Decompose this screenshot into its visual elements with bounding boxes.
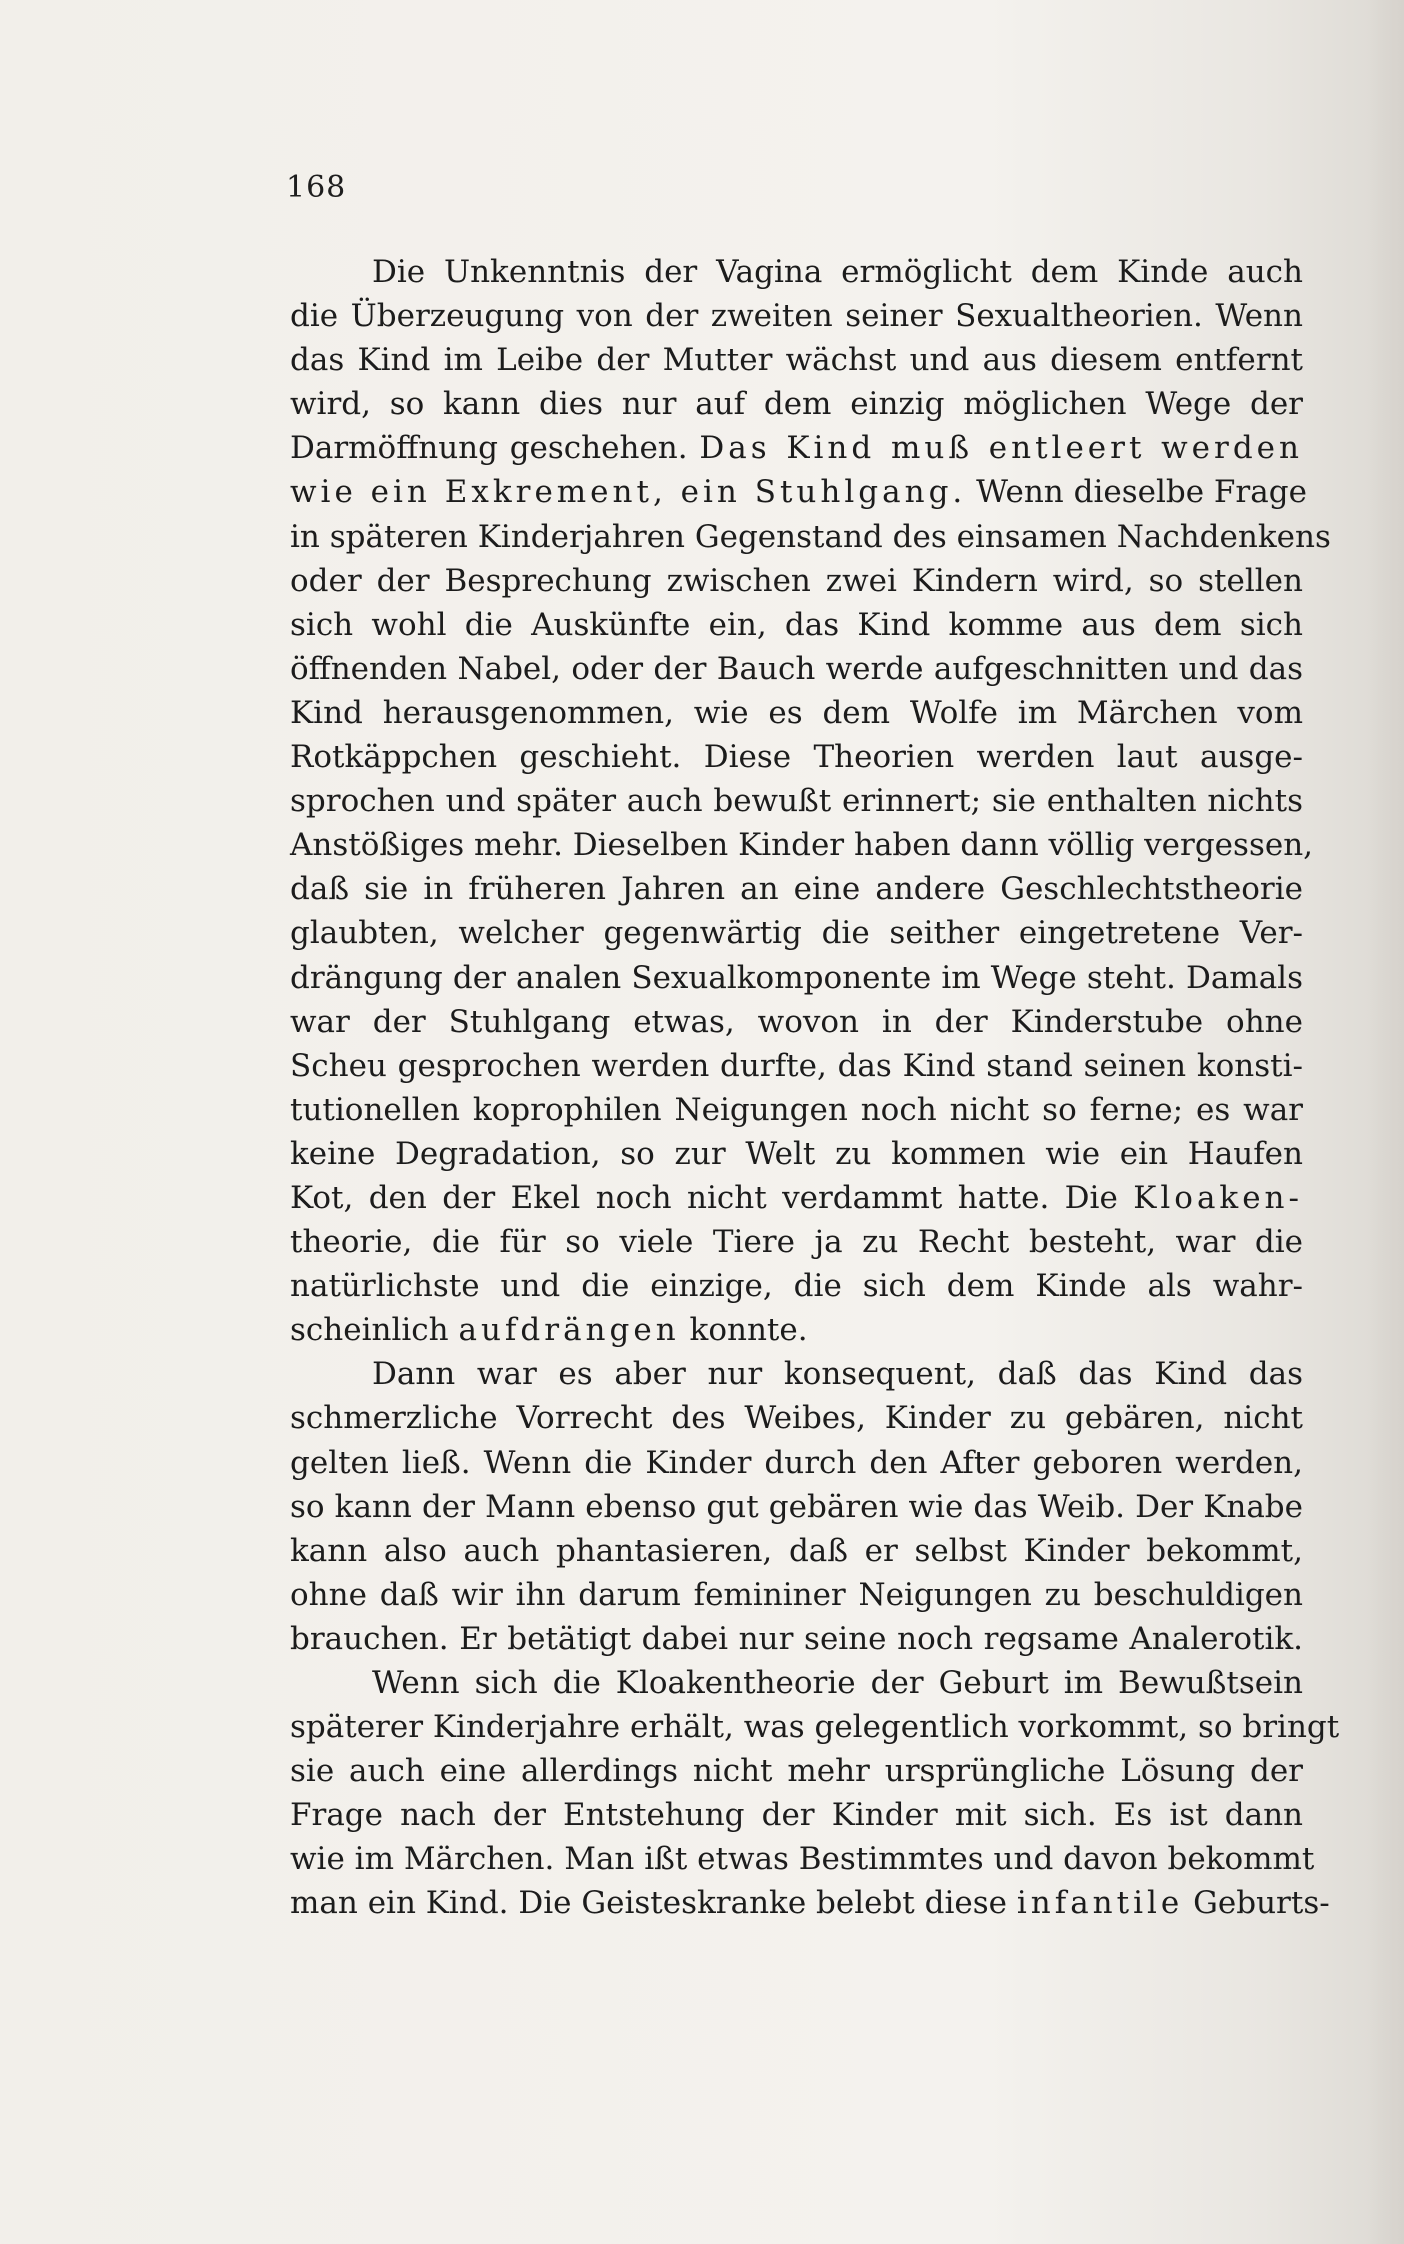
- emphasis-spaced: wie ein Exkrement, ein Stuhlgang.: [290, 474, 967, 511]
- emphasis-spaced: aufdrängen: [458, 1312, 680, 1349]
- text-line: war der Stuhlgang etwas, wovon in der Kinderstube ohne: [290, 1003, 1303, 1040]
- text-line: Frage nach der Entstehung der Kinder mit sich. Es ist dann: [290, 1797, 1303, 1834]
- text-line: glaubten, welcher gegenwärtig die seither eingetretene Ver-: [290, 915, 1303, 952]
- text-segment: Wenn dieselbe Frage: [976, 474, 1307, 511]
- text-segment: scheinlich: [290, 1312, 449, 1349]
- text-line: so kann der Mann ebenso gut gebären wie das Weib. Der Knabe: [290, 1488, 1303, 1525]
- text-line: sich wohl die Auskünfte ein, das Kind komme aus dem sich: [290, 606, 1303, 643]
- text-line: in späteren Kinderjahren Gegenstand des einsamen Nachdenkens: [290, 518, 1331, 555]
- text-line: kann also auch phantasieren, daß er selbst Kinder bekommt,: [290, 1532, 1303, 1569]
- text-line: oder der Besprechung zwischen zwei Kindern wird, so stellen: [290, 562, 1303, 599]
- text-line-compound: [290, 470, 1307, 514]
- text-line: öffnenden Nabel, oder der Bauch werde aufgeschnitten und das: [290, 650, 1303, 687]
- text-line-compound: [290, 1308, 1303, 1352]
- text-line: Die Unkenntnis der Vagina ermöglicht dem Kinde auch: [372, 254, 1303, 290]
- text-line: die Überzeugung von der zweiten seiner Sexualtheorien. Wenn: [290, 298, 1303, 335]
- text-line: daß sie in früheren Jahren an eine andere Geschlechtstheorie: [290, 871, 1303, 908]
- emphasis-spaced: Kloaken-: [1133, 1179, 1303, 1216]
- text-segment: konnte.: [689, 1312, 808, 1349]
- emphasis-spaced: Das Kind muß entleert werden: [699, 430, 1303, 467]
- text-line: gelten ließ. Wenn die Kinder durch den After geboren werden,: [290, 1444, 1303, 1481]
- text-line: sprochen und später auch bewußt erinnert; sie enthalten nichts: [290, 783, 1303, 820]
- text-line: wie im Märchen. Man ißt etwas Bestimmtes und davon bekommt: [290, 1841, 1315, 1878]
- text-segment: man ein Kind. Die Geisteskranke belebt diese: [290, 1885, 1007, 1922]
- text-line-compound: [290, 426, 1303, 470]
- text-line: das Kind im Leibe der Mutter wächst und aus diesem entfernt: [290, 342, 1303, 379]
- text-line: Rotkäppchen geschieht. Diese Theorien werden laut ausge-: [290, 739, 1303, 776]
- text-line: ohne daß wir ihn darum femininer Neigungen zu beschuldigen: [290, 1576, 1303, 1613]
- text-line: wird, so kann dies nur auf dem einzig möglichen Wege der: [290, 386, 1303, 423]
- text-segment: Geburts-: [1193, 1885, 1330, 1922]
- text-segment: Darmöffnung geschehen.: [290, 430, 688, 467]
- text-line: natürlichste und die einzige, die sich dem Kinde als wahr-: [290, 1268, 1303, 1305]
- text-line: Dann war es aber nur konsequent, daß das Kind das: [372, 1356, 1303, 1393]
- text-line: drängung der analen Sexualkomponente im Wege steht. Damals: [290, 959, 1303, 996]
- text-line: keine Degradation, so zur Welt zu kommen wie ein Haufen: [290, 1135, 1303, 1172]
- text-line: Anstößiges mehr. Dieselben Kinder haben dann völlig vergessen,: [290, 827, 1314, 864]
- page-number: 168: [286, 170, 347, 205]
- body-text: [290, 250, 1340, 1926]
- text-line: Scheu gesprochen werden durfte, das Kind stand seinen konsti-: [290, 1047, 1303, 1084]
- text-line: brauchen. Er betätigt dabei nur seine noch regsame Analerotik.: [290, 1620, 1303, 1657]
- text-line: tutionellen koprophilen Neigungen noch nicht so ferne; es war: [290, 1091, 1303, 1128]
- text-line-compound: [290, 1881, 1330, 1925]
- text-line: theorie, die für so viele Tiere ja zu Recht besteht, war die: [290, 1224, 1303, 1261]
- emphasis-spaced: infantile: [1016, 1885, 1184, 1922]
- page-edge-shadow: [1368, 0, 1404, 2244]
- text-line: sie auch eine allerdings nicht mehr ursprüngliche Lösung der: [290, 1753, 1303, 1790]
- text-line: schmerzliche Vorrecht des Weibes, Kinder zu gebären, nicht: [290, 1400, 1303, 1437]
- text-line: späterer Kinderjahre erhält, was gelegentlich vorkommt, so bringt: [290, 1709, 1340, 1746]
- text-line-compound: [290, 1176, 1303, 1220]
- text-segment: Kot, den der Ekel noch nicht verdammt hatte. Die: [290, 1179, 1118, 1216]
- text-line: Kind herausgenommen, wie es dem Wolfe im Märchen vom: [290, 694, 1303, 731]
- text-line: Wenn sich die Kloakentheorie der Geburt im Bewußtsein: [372, 1665, 1303, 1701]
